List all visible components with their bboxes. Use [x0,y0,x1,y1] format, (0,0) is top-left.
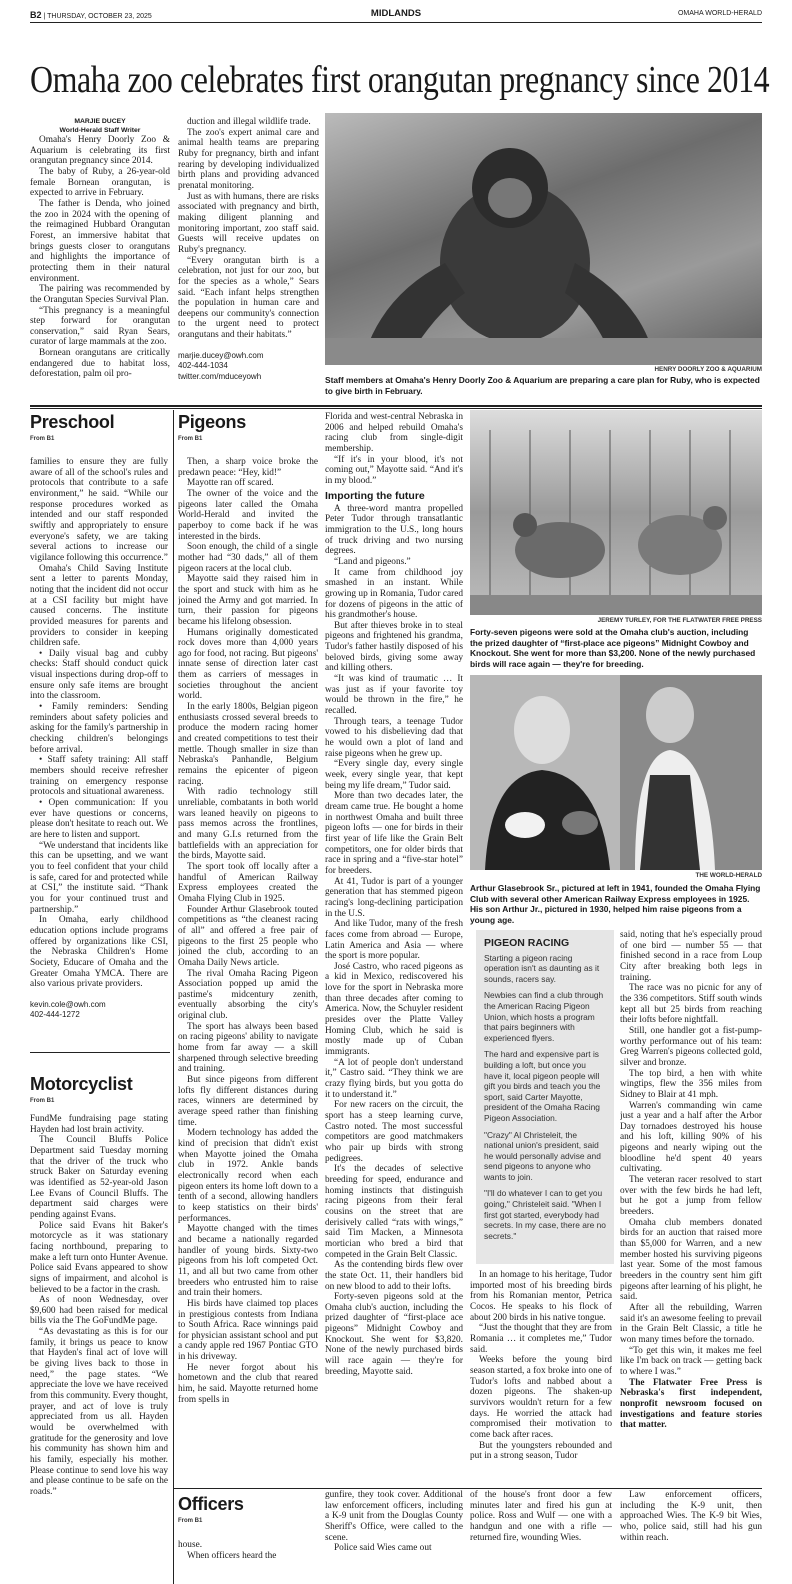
body-paragraph: house. [178,1540,203,1550]
body-paragraph: “A lot of people don't understand it,” Castro said. “They think we are crazy flying birds, but you gotta do it to understand it.” [325,1057,463,1100]
body-paragraph: Soon enough, the child of a single mother had “30 dads,” all of them pigeon racers at the local club. [178,542,318,574]
body-paragraph: The sport has always been based on racing pigeons' ability to navigate home from far away — a skill sharpened through selective breeding and training. [178,1021,318,1075]
body-paragraph: Just as with humans, there are risks associated with pregnancy and birth, making diligent planning and monitoring important, zoo staff said. Guests will receive updates on Ruby's pregnancy. [178,191,319,255]
body-paragraph: Omaha's Child Saving Institute sent a letter to parents Monday, noting that the incident did not occur at a CSI facility but might have caused concerns. The institute provided measures for parents and providers to consider in keeping children safe. [30,563,168,649]
body-paragraph: And like Tudor, many of the fresh faces come from abroad — Europe, Latin America and Asia — where the sport is more popular. [325,919,463,962]
pigeon-cage-illustration [470,410,762,615]
officers-column-2 [325,1490,463,1584]
body-paragraph: FundMe fundraising page stating Hayden had lost brain activity. [30,1114,168,1135]
body-paragraph: families to ensure they are fully aware of all of the school's rules and protocols that contribute to a safe environment,” he said. “While our response procedures worked as intended and our staff responded swiftly and appropriately to ensure everyone's safety, we are taking several actions to increase our vigilance following this occurrence.” [30,457,168,563]
sidebar-title: PIGEON RACING [484,937,570,949]
body-paragraph: Warren's commanding win came just a year and a half after the Arbor Day tornadoes destroyed his house and his loft, killing 90% of his pigeons and nearly wiping out the bloodline he'd spent 40 years cultivating. [620,1100,762,1175]
lead-photo-credit: HENRY DOORLY ZOO & AQUARIUM [654,366,762,373]
body-paragraph: It's the decades of selective breeding for speed, endurance and homing instincts that distinguish racing pigeons from their feral cousins on the street that are derisively called “rats with wings,” said Tim Macken, a Minnesota mortician who bred a bird that competed in the Grain Belt Classic. [325,1164,463,1260]
preschool-contact [30,1000,168,1021]
body-paragraph: In Omaha, early childhood education options include programs offered by organizations like CSI, the Nebraska Children's Home Society, Educare of Omaha and the Greater Omaha YMCA. There are also various private providers. [30,915,168,990]
body-paragraph: The zoo's expert animal care and animal health teams are preparing Ruby for pregnancy, birth and infant rearing by developing individualized birth plans and providing advanced prenatal monitoring. [178,127,319,191]
paragraph-group [484,953,606,1242]
body-paragraph: Still, one handler got a fist-pump-worthy performance out of his team: Greg Warren's pigeons collected gold, silver and bronze. [620,1025,762,1068]
body-paragraph: Police said Wies came out [334,1543,432,1554]
vertical-divider [173,410,174,1584]
publication-name: OMAHA WORLD-HERALD [677,10,762,17]
column-divider [30,1052,170,1053]
body-paragraph: With radio technology still unreliable, combatants in both world wars leaned heavily on pigeons to pass memos across the frontlines, and many G.I.s returned from the battlefields with an appreciation for the birds, Mayotte said. [178,787,318,862]
body-paragraph: As of noon Wednesday, over $9,600 had been raised for medical bills via the The GoFundMe page. [30,1295,168,1327]
body-paragraph: Weeks before the young bird season started, a fox broke into one of Tudor's lofts and nabbed about a dozen pigeons. The shaken-up survivors wouldn't return for a few days. He worried the attack had compromised their motivation to come back after races. [470,1355,612,1440]
paragraph-group [325,1490,463,1554]
preschool-column [30,457,168,1047]
body-paragraph: Mayotte ran off scared. [187,478,274,489]
body-paragraph: “Every single day, every single week, every single year, that kept being my life dream,” Tudor said. [325,759,463,791]
body-paragraph: The race was no picnic for any of the 336 competitors. Stiff south winds kept all but 25 birds from reaching their lofts before nightfall. [620,983,762,1026]
body-paragraph: of the house's front door a few minutes later and fired his gun at police. Ross and Wulf — one with a handgun and one with a rifle — returned fire, wounding Wies. [470,1490,612,1543]
pigeons-heading: Pigeons [178,412,246,432]
paragraph-group [30,457,168,990]
body-paragraph: “We understand that incidents like this can be upsetting, and we want you to feel confident that your child is safe, cared for and protected while at CSI,” the institute said. “Thank you for your continued trust and partnership.” [30,840,168,915]
paragraph-group [178,457,318,1405]
body-paragraph: Omaha's Henry Doorly Zoo & Aquarium is celebrating its first orangutan pregnancy since 2014. [30,135,170,167]
body-paragraph: Newbies can find a club through the American Racing Pigeon Union, which hosts a program that pairs beginners with experienced flyers. [484,990,604,1043]
body-paragraph: Law enforcement officers, including the K-9 unit, then approached Wies. The K-9 bit Wies, who, police said, still had his gun within reach. [620,1490,762,1543]
body-paragraph: Humans originally domesticated rock doves more than 4,000 years ago for food, not racing. But pigeons' innate sense of direction later cast them as carriers of messages in societies throughout the ancient world. [178,627,318,702]
body-paragraph: For new racers on the circuit, the sport has a steep learning curve, Castro noted. The most successful competitors are good matchmakers who pair up birds with strong pedigrees. [325,1100,463,1164]
body-paragraph: “As devastating as this is for our family, it brings us peace to know that Hayden's final act of love will be giving lives back to those in need,” the page states. “We appreciate the love we have received from this community. Every thought, prayer, and act of love is truly appreciated from us all. Hayden would be overwhelmed with gratitude for the generosity and love his community has shown him and his family, especially his mother. Please continue to send love his way and please continue to be safe on the roads.” [30,1327,168,1497]
pigeons-subhead: Importing the future [325,489,425,502]
section-divider-2 [30,408,762,409]
body-paragraph: The hard and expensive part is building a loft, but once you have it, local pigeon people will gift you birds and teach you the sport, said Carter Mayotte, president of the Omaha Racing Pigeon Association. [484,1049,601,1123]
body-paragraph: The owner of the voice and the pigeons later called the Omaha World-Herald and invited the paperboy to come back if he was interested in the birds. [178,488,318,542]
body-paragraph: • Open communication: If you ever have questions or concerns, please don't hesitate to reach out. We are here to listen and support. [30,798,168,840]
body-paragraph: The top bird, a hen with white wingtips, flew the 356 miles from Sidney to Blair at 41 mph. [620,1068,762,1100]
paragraph-group [620,930,762,1378]
body-paragraph: In the early 1800s, Belgian pigeon enthusiasts crossed several breeds to produce the modern racing homer and created competitions to test their mettle. Though smaller in size than Nebraska's Panhandle, Belgium remains the epicenter of pigeon racing. [178,702,318,787]
issue-date: THURSDAY, OCTOBER 23, 2025 [47,13,152,20]
lead-column-1 [30,117,170,407]
officers-heading: Officers [178,1494,244,1514]
officers-column-3 [470,1490,612,1584]
lead-photo-caption: Staff members at Omaha's Henry Doorly Zoo & Aquarium are preparing a care plan for Ruby, who is expected to give birth in February. [325,375,760,396]
byline-name: MARJIE DUCEY [74,118,126,125]
body-paragraph: Mayotte changed with the times and became a nationally regarded handler of young birds. Sixty-two pigeons from his loft competed Oct. 11, and all but two came from other breeders who entrusted him to raise and train their homers. [178,1224,318,1299]
page-masthead [30,8,762,23]
pigeons-column-3 [470,1270,612,1483]
body-paragraph: • Daily visual bag and cubby checks: Staff should conduct quick visual inspections during drop-off to ensure only safe items are brought into the classroom. [30,648,168,702]
orangutan-photo [325,113,762,365]
section-divider [30,405,762,407]
byline [30,117,170,135]
author-twitter[interactable]: twitter.com/mduceyowh [178,371,262,381]
body-paragraph: The baby of Ruby, a 26-year-old female Bornean orangutan, is expected to arrive in February. [30,166,170,199]
paragraph-group [30,135,170,380]
body-paragraph: As the contending birds flew over the state Oct. 11, their handlers bid on new blood to add to their lofts. [325,1260,463,1292]
pigeons-photo1-caption: Forty-seven pigeons were sold at the Omaha club's auction, including the prized daughter of “first-place ace pigeons” Midnight Cowboy and Knockout. She went for more than $3,200. None of the newly purchased birds will race again — they're for breeding. [470,627,756,669]
pigeon-racing-sidebar [476,930,614,1264]
body-paragraph: duction and illegal wildlife trade. [187,117,311,127]
body-paragraph: The veteran racer resolved to start over with the few birds he had left, but he got a jump from fellow breeders. [620,1175,762,1218]
body-paragraph: But since pigeons from different lofts fly different distances during races, winners are determined by average speed rather than finishing time. [178,1075,318,1128]
pigeons-header [178,412,318,442]
flatwater-tagline: The Flatwater Free Press is Nebraska's first independent, nonprofit newsroom focused on investigations and feature stories that matter. [620,1377,762,1431]
historic-portraits-illustration [470,675,762,870]
body-paragraph: “Land and pigeons.” [334,556,411,567]
body-paragraph: But after thieves broke in to steal pigeons and frightened his grandma, Tudor's father hastily disposed of his beloved birds, giving some away and killing others. [325,620,463,674]
page-number: B2 [30,10,42,20]
author-contact [178,351,319,383]
body-paragraph: The Council Bluffs Police Department said Tuesday morning that the driver of the truck who struck Baker on Saturday evening was identified as 52-year-old Jason Lee Evans of Council Bluffs. The department said charges were pending against Evans. [30,1135,168,1220]
body-paragraph: Police said Evans hit Baker's motorcycle as it was stationary facing northbound, preparing to make a left turn onto Hunter Avenue. Police said Evans appeared to show signs of impairment, and alcohol is believed to be a factor in the crash. [30,1220,168,1295]
body-paragraph: gunfire, they took cover. Additional law enforcement officers, including a K-9 unit from the Douglas County Sheriff's Office, were called to the scene. [325,1490,463,1543]
body-paragraph: Through tears, a teenage Tudor vowed to his disbelieving dad that he would own a plot of land and raise pigeons when he grew up. [325,716,463,759]
officers-column-4 [620,1490,762,1584]
pigeons-photo2-credit: THE WORLD-HERALD [695,872,762,879]
lead-headline: Omaha zoo celebrates first orangutan pregnancy since 2014 [30,59,770,101]
body-paragraph: His birds have claimed top places in prestigious contests from Indiana to South Africa. Race winnings paid for physician assistant school and put a candy apple red 1967 Pontiac GTO in his driveway. [178,1298,318,1363]
body-paragraph: Omaha club members donated birds for an auction that raised more than $5,000 for Warren, and a new member hosted his surviving pigeons last year. Some of the most famous breeders in the country sent him gift pigeons after learning of his plight, he said. [620,1217,762,1303]
pigeons-column-1 [178,457,318,1483]
body-paragraph: said, noting that he's especially proud of one bird — number 55 — that finished second in a race from Loup City after breaking both legs in training. [620,930,762,983]
body-paragraph: “To get this win, it makes me feel like I'm back on track — getting back to where I was.” [620,1345,762,1377]
page-info: B2 | THURSDAY, OCTOBER 23, 2025 [30,10,152,20]
lead-column-2 [178,117,319,407]
paragraph-group [325,504,463,1378]
paragraph-group [620,1490,762,1543]
body-paragraph: Florida and west-central Nebraska in 2006 and helped rebuild Omaha's racing club from single-digit membership. [325,412,463,454]
body-paragraph: Modern technology has added the kind of precision that didn't exist when Mayotte joined the Omaha club in 1972. Ankle bands electronically record when each pigeon enters its home loft down to a tenth of a second, allowing handlers to keep statistics on their birds' performances. [178,1128,318,1224]
body-paragraph: The rival Omaha Racing Pigeon Association popped up amid the pastime's midcentury zenith, eventually absorbing the city's original club. [178,968,318,1022]
body-paragraph: When officers heard the [187,1550,277,1561]
orangutan-illustration [325,113,762,365]
preschool-phone: 402-444-1272 [30,1010,80,1020]
preschool-jump-label: From B1 [30,436,55,442]
officers-divider [173,1488,762,1489]
body-paragraph: More than two decades later, the dream came true. He bought a home in northwest Omaha and built three pigeon lofts — one for birds in their first year of life like the Grain Belt competitors, one for older birds that race in spring and a “five-star hotel” for breeders. [325,791,463,876]
pigeons-column-2 [325,412,463,1483]
preschool-email[interactable]: kevin.cole@owh.com [30,999,106,1009]
body-paragraph: Then, a sharp voice broke the predawn peace: “Hey, kid!” [178,457,318,478]
body-paragraph: After all the rebuilding, Warren said it's an awesome feeling to prevail in the Grain Belt Classic, a title he won many times before the tornado. [620,1302,762,1345]
body-paragraph: “If it's in your blood, it's not coming out,” Mayotte said. “And it's in my blood.” [325,454,463,486]
officers-jump-label: From B1 [178,1518,203,1524]
body-paragraph: At 41, Tudor is part of a younger generation that has stemmed pigeon racing's long-declining participation in the U.S. [325,876,463,919]
body-paragraph: “Just the thought that they are from Romania … it completes me,” Tudor said. [470,1323,612,1355]
body-paragraph: Founder Arthur Glasebrook touted competitions as “the cleanest racing of all” and offered a free pair of pigeons to the first 25 people who joined the club, according to an Omaha Daily News article. [178,904,318,968]
pigeons-jump-label: From B1 [178,436,203,442]
body-paragraph: • Family reminders: Sending reminders about safety policies and asking for the family's partnership in checking children's belongings before arrival. [30,702,168,755]
pigeons-photo1-credit: JEREMY TURLEY, FOR THE FLATWATER FREE PRESS [597,617,762,624]
paragraph-group [325,412,463,487]
body-paragraph: Forty-seven pigeons sold at the Omaha club's auction, including the prized daughter of “first-place ace pigeons” Midnight Cowboy and Knockout. She went for $3,820. None of the newly purchased birds will race again — they're for breeding, Mayotte said. [325,1292,463,1377]
author-phone: 402-444-1034 [178,361,228,371]
body-paragraph: But the youngsters rebounded and put in a strong season, Tudor [470,1440,612,1462]
pigeons-photo2-caption: Arthur Glasebrook Sr., pictured at left in 1941, founded the Omaha Flying Club with several other American Railway Express employees in 1925. His son Arthur Jr., pictured in 1930, helped him raise pigeons from a young age. [470,883,761,925]
body-paragraph: Bornean orangutans are critically endangered due to habitat loss, deforestation, palm oil pro- [30,348,170,380]
motorcyclist-header [30,1074,170,1104]
preschool-header [30,412,170,442]
paragraph-group [30,1114,168,1498]
byline-title: World-Herald Staff Writer [59,127,141,134]
body-paragraph: Mayotte said they raised him in the sport and stuck with him as he joined the Army and got married. In turn, their passion for pigeons became his lifelong obsession. [178,574,318,627]
body-paragraph: The father is Denda, who joined the zoo in 2024 with the opening of the reimagined Hubbard Orangutan Forest, an immersive habitat that brings guests closer to orangutans and highlights the importance of protecting them in their natural environment. [30,198,170,284]
body-paragraph: “Every orangutan birth is a celebration, not just for our zoo, but for the species as a whole,” Sears said. “Each infant helps strengthen the population in human care and deepens our community's connection to the urgent need to protect orangutans and their habitats.” [178,255,319,341]
section-name: MIDLANDS [370,8,422,19]
body-paragraph: "I'll do whatever I can to get you going," Christeleit said. "When I first got started, everybody had secrets. In my case, there are no secrets." [484,1188,606,1241]
body-paragraph: A three-word mantra propelled Peter Tudor through transatlantic immigration to the U.S., long hours of truck driving and two nursing degrees. [325,503,463,557]
officers-header [178,1494,318,1524]
pigeons-column-4 [620,930,762,1483]
preschool-heading: Preschool [30,412,115,432]
body-paragraph: "Crazy" Al Christeleit, the national union's president, said he would personally advise and send pigeons to anyone who wants to join. [484,1129,601,1182]
paragraph-group [470,1490,612,1543]
body-paragraph: It came from childhood joy smashed in an instant. While growing up in Romania, Tudor cared for dozens of pigeons in the attic of his grandmother's house. [325,567,463,621]
body-paragraph: The sport took off locally after a handful of American Railway Express employees created the Omaha Flying Club in 1925. [178,861,318,904]
body-paragraph: In an homage to his heritage, Tudor imported most of his breeding birds from his Romanian mentor, Petrica Cocos. He speaks to his flock of about 200 birds in his native tongue. [470,1270,612,1323]
paragraph-group [178,117,319,341]
paragraph-group [178,1540,318,1561]
motorcyclist-heading: Motorcyclist [30,1074,133,1094]
body-paragraph: • Staff safety training: All staff members should receive refresher training on emergency response protocols and situational awareness. [30,755,168,798]
motorcyclist-column [30,1114,168,1566]
body-paragraph: The pairing was recommended by the Orangutan Species Survival Plan. [30,284,170,305]
body-paragraph: Starting a pigeon racing operation isn't as daunting as it sounds, racers say. [484,952,600,984]
author-email[interactable]: marjie.ducey@owh.com [178,350,264,360]
body-paragraph: “It was kind of traumatic … It was just as if your favorite toy would be thrown in the fire,” he recalled. [325,674,463,717]
glasebrook-historic-photo [470,675,762,870]
body-paragraph: José Castro, who raced pigeons as a kid in Mexico, rediscovered his love for the sport in Nebraska more than three decades after coming to America. Now, the Schuyler resident presides over the Platte Valley Homing Club, which he said is mostly made up of Cuban immigrants. [325,961,463,1058]
body-paragraph: “This pregnancy is a meaningful step forward for orangutan conservation,” said Ryan Sears, curator of large mammals at the zoo. [30,305,170,348]
paragraph-group [470,1270,612,1462]
pigeons-auction-photo [470,410,762,615]
motorcyclist-jump-label: From B1 [30,1098,55,1104]
body-paragraph: He never forgot about his hometown and the club that reared him, he said. Mayotte returned home from spells in [178,1362,318,1405]
officers-column-1 [178,1540,318,1584]
